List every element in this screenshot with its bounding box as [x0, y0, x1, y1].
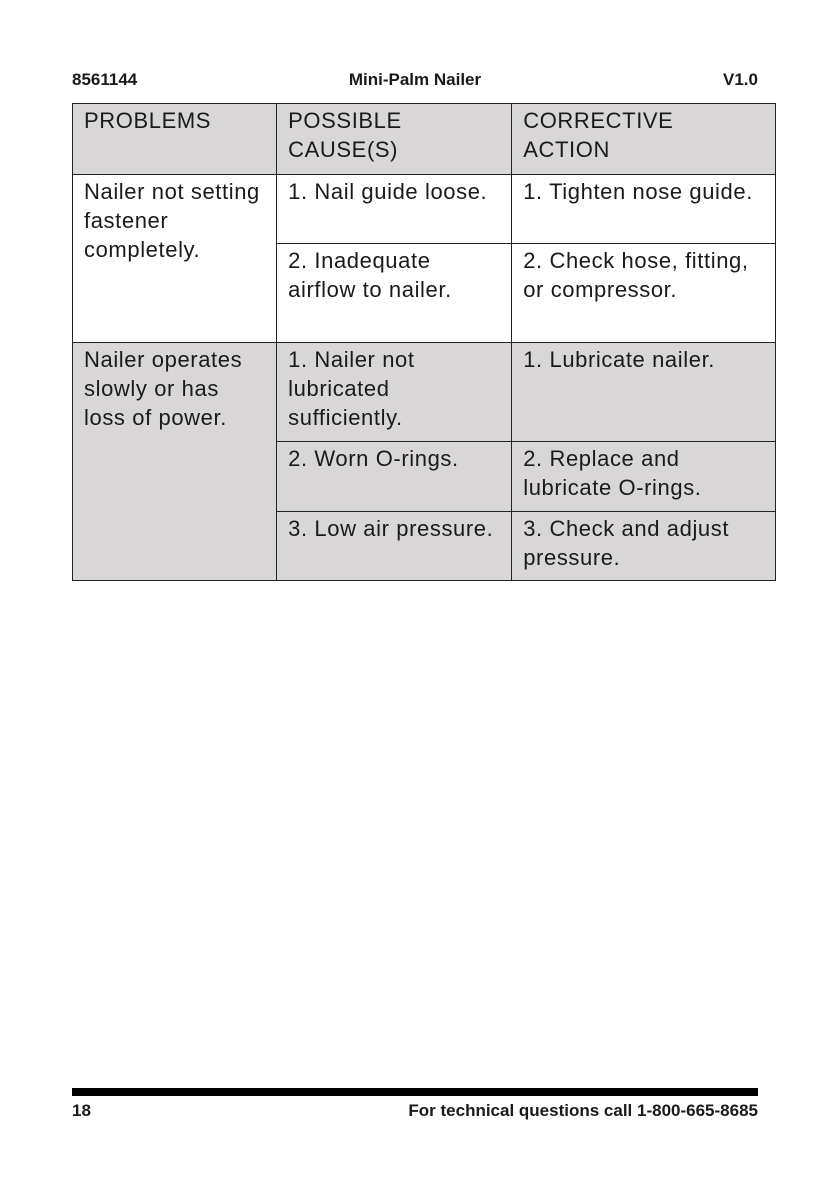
support-contact: For technical questions call 1-800-665-8685: [408, 1101, 758, 1120]
page-number: 18: [72, 1101, 91, 1120]
cause-cell: 1. Nailer not lubricated sufficiently.: [277, 343, 512, 442]
cause-cell: 1. Nail guide loose.: [277, 175, 512, 244]
table-header-row: [73, 104, 776, 175]
header-problems: PROBLEMS: [73, 104, 277, 175]
version-label: V1.0: [723, 70, 758, 89]
item-number: 8561144: [72, 70, 138, 89]
cause-cell: 3. Low air pressure.: [277, 512, 512, 581]
action-cell: 2. Replace and lubricate O-rings.: [512, 442, 776, 512]
problem-cell: Nailer not setting fastener completely.: [73, 175, 277, 343]
troubleshooting-table: [72, 103, 776, 581]
page-header: [72, 70, 758, 92]
action-cell: 2. Check hose, fitting, or compressor.: [512, 244, 776, 343]
cause-cell: 2. Worn O-rings.: [277, 442, 512, 512]
action-cell: 3. Check and adjust pressure.: [512, 512, 776, 581]
footer-rule: [72, 1088, 758, 1096]
action-cell: 1. Lubricate nailer.: [512, 343, 776, 442]
action-cell: 1. Tighten nose guide.: [512, 175, 776, 244]
table-row: [73, 343, 776, 442]
page-footer: [72, 1101, 758, 1123]
table-row: [73, 175, 776, 244]
problem-cell: Nailer operates slowly or has loss of power.: [73, 343, 277, 581]
header-possible-causes: POSSIBLE CAUSE(S): [277, 104, 512, 175]
header-corrective-action: CORRECTIVE ACTION: [512, 104, 776, 175]
cause-cell: 2. Inadequate airflow to nailer.: [277, 244, 512, 343]
document-title: Mini-Palm Nailer: [348, 70, 482, 89]
